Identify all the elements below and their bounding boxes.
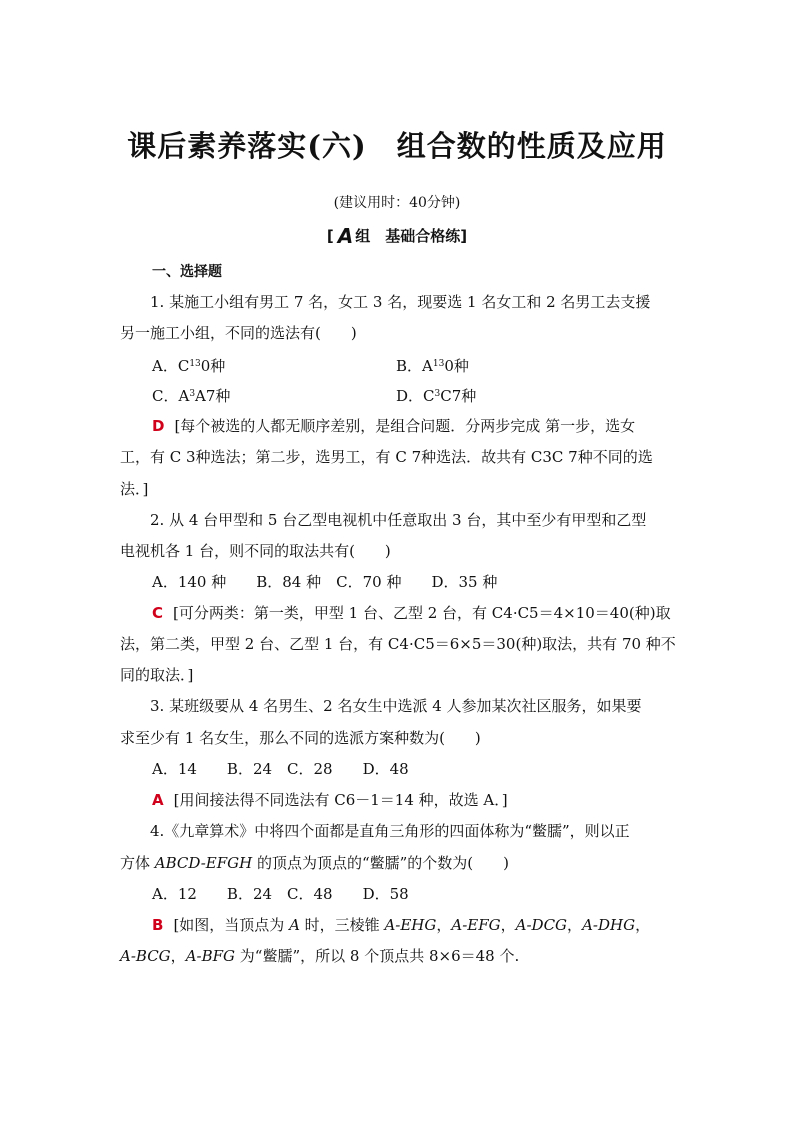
q1-option-c: C．$A^3A7$种 (152, 387, 231, 405)
q4-solution-line1: B [如图，当顶点为 A 时，三棱锥 A-EHG，A-EFG，A-DCG，A-DHG， (152, 916, 651, 934)
q1-answer: D (152, 417, 165, 435)
q2-line2: 电视机各 1 台，则不同的取法共有( ) (120, 542, 391, 560)
title-sub: 组合数的性质及应用 (396, 129, 667, 163)
q1-line1: 1. 某施工小组有男工 7 名，女工 3 名，现要选 1 名女工和 2 名男工去支援 (150, 293, 651, 311)
q1-solution-line2: 工，有 C 3种选法；第二步，选男工，有 C 7种选法．故共有 C3C 7种不同的选 (120, 448, 653, 466)
group-label: 组 基础合格练 (355, 227, 461, 245)
q4-answer: B (152, 916, 164, 934)
q2-solution-line3: 同的取法．] (120, 666, 194, 684)
page-title (0, 124, 794, 165)
q3-line2: 求至少有 1 名女生，那么不同的选派方案种数为( ) (120, 729, 481, 747)
title-main: 课后素养落实(六) (127, 129, 367, 163)
q1-option-b: B．$A^{13}0$种 (396, 357, 469, 375)
group-close-bracket: ] (460, 227, 468, 245)
q1-option-d: D．$C^3C7$种 (396, 387, 477, 405)
section-heading: 一、选择题 (152, 264, 222, 280)
q2-answer: C (152, 604, 164, 622)
group-letter: A (337, 224, 354, 248)
q3-line1: 3. 某班级要从 4 名男生、2 名女生中选派 4 人参加某次社区服务，如果要 (150, 697, 642, 715)
q4-solution-line2: A-BCG，A-BFG 为“鳖臑”，所以 8 个顶点共 8×6＝48 个. (120, 947, 520, 965)
q2-solution-line2: 法，第二类，甲型 2 台、乙型 1 台，有 C4·C5＝6×5＝30(种)取法，共有 70 种不 (120, 635, 676, 653)
q3-solution-line1: A [用间接法得不同选法有 C6－1＝14 种，故选 A．] (152, 791, 508, 809)
q1-line2: 另一施工小组，不同的选法有( ) (120, 324, 357, 342)
q1-solution-line3: 法．] (120, 480, 149, 498)
q2-line1: 2. 从 4 台甲型和 5 台乙型电视机中任意取出 3 台，其中至少有甲型和乙型 (150, 511, 647, 529)
q1-option-a: A．$C^{13}0$种 (152, 357, 226, 375)
q4-line2: 方体 ABCD-EFGH 的顶点为顶点的“鳖臑”的个数为( ) (120, 854, 509, 872)
q4-line1: 4.《九章算术》中将四个面都是直角三角形的四面体称为“鳖臑”，则以正 (150, 822, 630, 840)
q4-options: A．12 B．24 C．48 D．58 (152, 885, 409, 903)
q2-options: A．140 种 B．84 种 C．70 种 D．35 种 (152, 573, 498, 591)
q3-answer: A (152, 791, 164, 809)
group-open-bracket: [ (326, 227, 334, 245)
q2-solution-line1: C [可分两类：第一类，甲型 1 台、乙型 2 台，有 C4·C5＝4×10＝40(种)取 (152, 604, 671, 622)
q3-options: A．14 B．24 C．28 D．48 (152, 760, 409, 778)
group-heading (0, 224, 794, 248)
q1-solution-line1: D [每个被选的人都无顺序差别，是组合问题．分两步完成 第一步，选女 (152, 417, 636, 435)
time-note: (建议用时：40分钟) (333, 195, 461, 211)
